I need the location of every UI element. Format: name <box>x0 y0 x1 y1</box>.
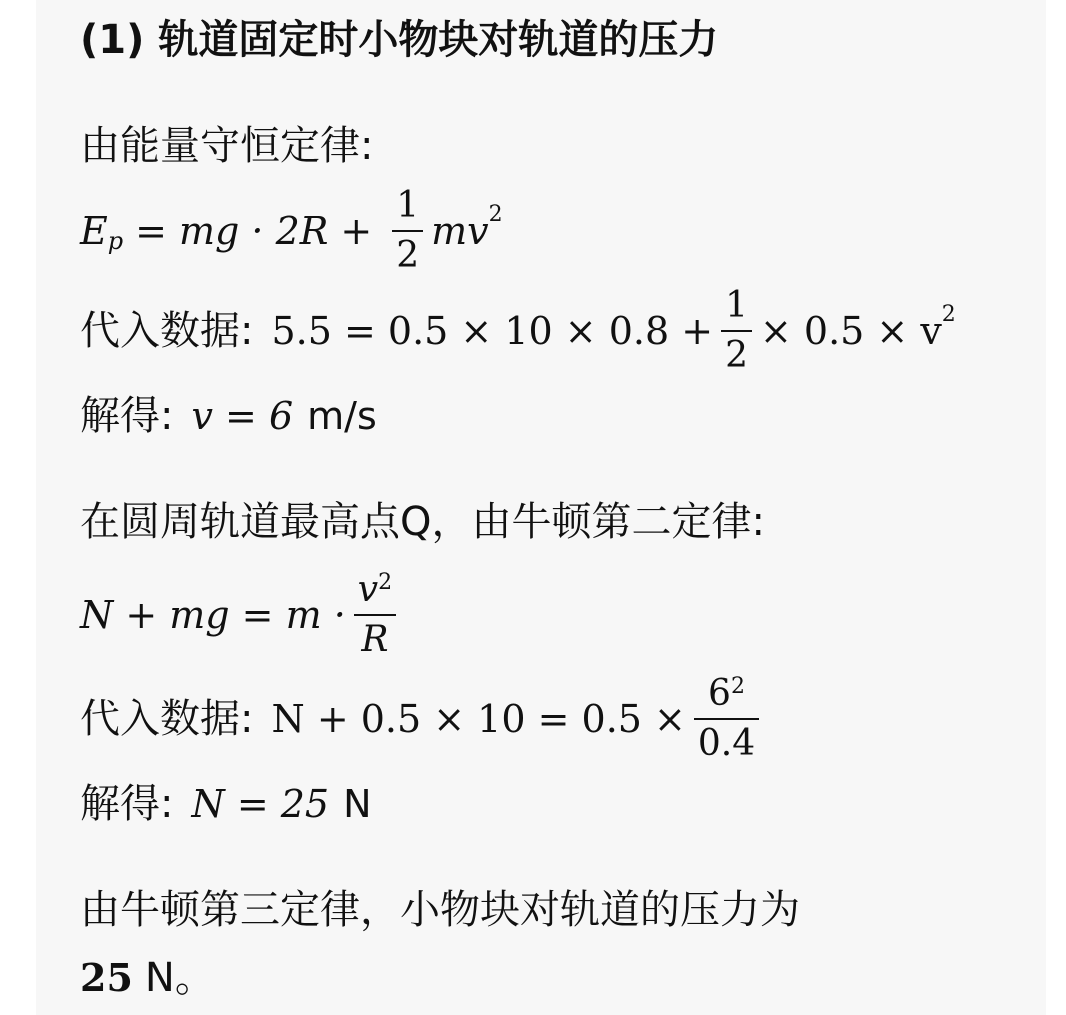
energy-sub-math <box>271 286 955 375</box>
energy-lhs-sub: p <box>107 226 124 255</box>
energy-rhs-b: mv <box>431 208 489 253</box>
newton2-solve-label: 解得: <box>80 781 174 827</box>
newton2-sub-frac-den: 0.4 <box>697 722 756 764</box>
newton2-label: 在圆周轨道最高点Q，由牛顿第二定律: <box>80 499 765 545</box>
newton2-sub-frac-num-sup: 2 <box>730 674 745 699</box>
document-page <box>36 0 1046 1015</box>
energy-frac-den: 2 <box>396 234 420 276</box>
newton2-sub-math <box>271 674 767 763</box>
conclusion-unit: N。 <box>144 955 215 1001</box>
energy-sub-tail: × 0.5 × v <box>759 308 942 353</box>
newton2-substitution <box>80 674 767 763</box>
energy-law-label: 由能量守恒定律: <box>80 123 374 169</box>
energy-equation <box>80 186 503 275</box>
energy-lhs: E <box>80 208 108 253</box>
newton2-sub-expr: N + 0.5 × 10 = 0.5 × <box>271 696 686 741</box>
energy-sub-frac-den: 2 <box>725 334 748 376</box>
energy-sub-fraction <box>721 286 752 375</box>
energy-sub-tail-sup: 2 <box>941 301 956 327</box>
newton2-lhs: N + mg = m · <box>80 592 346 637</box>
energy-sub-frac-num: 1 <box>725 285 748 326</box>
newton2-frac-num-sup: 2 <box>378 570 393 595</box>
newton2-frac-den: R <box>361 618 389 660</box>
energy-equation-math: E p = mg · 2R + $\frac{1}{2}$ mv 2 <box>80 185 503 276</box>
newton2-equation-math <box>80 570 404 659</box>
energy-rhs-a: mg · 2R <box>178 208 329 253</box>
newton2-fraction <box>354 570 396 659</box>
energy-substitution <box>80 286 956 375</box>
energy-solve-unit: m/s <box>307 394 377 438</box>
newton2-sub-label: 代入数据: <box>80 695 254 742</box>
conclusion-answer <box>80 955 215 1001</box>
newton2-solve-unit: N <box>343 782 372 826</box>
conclusion-text: 由牛顿第三定律，小物块对轨道的压力为 <box>80 887 800 933</box>
energy-frac-num: 1 <box>396 185 420 226</box>
newton2-sub-fraction <box>694 674 759 763</box>
newton2-equation <box>80 570 404 659</box>
conclusion-value: 25 <box>80 955 133 1000</box>
energy-fraction <box>392 186 423 275</box>
energy-rhs-b-sup: 2 <box>488 201 503 227</box>
energy-solve-label: 解得: <box>80 393 174 439</box>
energy-solution <box>80 393 377 439</box>
newton2-sub-frac-num: 6 <box>708 673 731 714</box>
newton2-solve-expr: N = 25 <box>191 782 330 826</box>
energy-solve-expr: v = 6 <box>191 394 294 438</box>
newton2-solution <box>80 781 372 827</box>
newton2-frac-num: v <box>357 569 379 610</box>
section-heading: (1) 轨道固定时小物块对轨道的压力 <box>80 17 719 63</box>
energy-sub-label: 代入数据: <box>80 307 254 354</box>
energy-sub-expr: 5.5 = 0.5 × 10 × 0.8 + <box>271 308 714 353</box>
